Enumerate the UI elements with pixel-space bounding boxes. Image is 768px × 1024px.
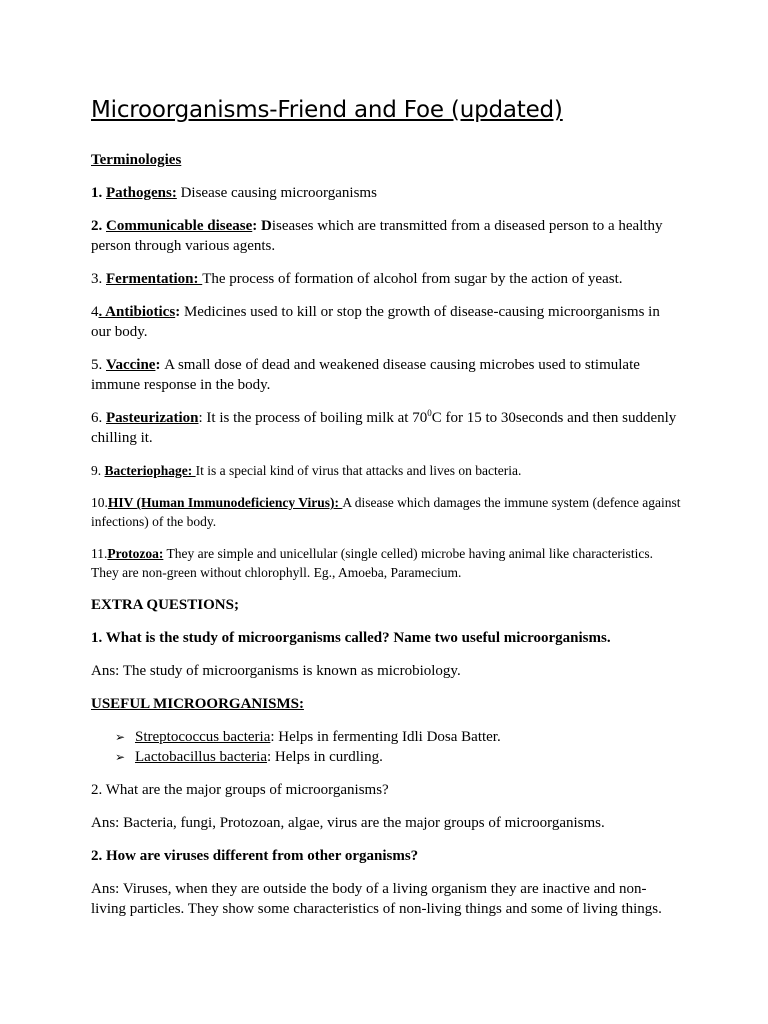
term-name: HIV (Human Immunodeficiency Virus): xyxy=(107,495,343,510)
microorganism-name: Streptococcus bacteria xyxy=(135,729,271,745)
term-number: 4 xyxy=(91,304,99,320)
term-protozoa xyxy=(91,544,681,582)
question-1: 1. What is the study of microorganisms called? Name two useful microorganisms. xyxy=(91,630,611,646)
term-number: 9. xyxy=(91,463,105,478)
useful-microorganisms-heading: USEFUL MICROORGANISMS: xyxy=(91,696,304,712)
answer-2: Ans: Bacteria, fungi, Protozoan, algae, virus are the major groups of microorganisms. xyxy=(91,815,605,831)
term-number: 1. xyxy=(91,185,106,201)
term-name: Bacteriophage: xyxy=(104,463,196,478)
microorganism-description: : Helps in fermenting Idli Dosa Batter. xyxy=(270,729,501,745)
list-item xyxy=(115,727,681,747)
question-3: 2. How are viruses different from other organisms? xyxy=(91,848,419,864)
term-definition: They are simple and unicellular (single celled) microbe having animal like characteristics. They are non-green without chlorophyll. Eg., Amoeba, Paramecium. xyxy=(91,546,654,580)
answer-1: Ans: The study of microorganisms is known as microbiology. xyxy=(91,663,461,679)
term-definition: A disease which damages the immune system (defence against infections) of the body. xyxy=(91,495,681,529)
term-definition: A small dose of dead and weakened disease causing microbes used to stimulate immune response in the body. xyxy=(91,357,640,393)
term-bacteriophage xyxy=(91,461,681,480)
term-name: Vaccine xyxy=(106,357,156,373)
document-page xyxy=(91,92,681,932)
term-definition: It is the process of boiling milk at 70 xyxy=(206,410,428,426)
term-vaccine: 5. Vaccine: A small dose of dead and weakened disease causing microbes used to stimulate immune response in the body. xyxy=(91,357,640,393)
term-hiv xyxy=(91,493,681,531)
terminologies-heading: Terminologies xyxy=(91,152,182,168)
term-antibiotics: 4. Antibiotics: Medicines used to kill or stop the growth of disease-causing microorganisms in our body. xyxy=(91,304,660,340)
term-name: Fermentation: xyxy=(106,271,203,287)
extra-questions-heading: EXTRA QUESTIONS; xyxy=(91,597,239,613)
superscript: 0 xyxy=(427,408,432,418)
term-name: . Antibiotics xyxy=(98,304,176,320)
list-item xyxy=(115,747,681,767)
term-number: 6. xyxy=(91,410,106,426)
answer-3: Ans: Viruses, when they are outside the body of a living organism they are inactive and non-living particles. They show some characteristics of non-living things and some of living things. xyxy=(91,881,662,917)
microorganism-description: : Helps in curdling. xyxy=(267,749,383,765)
term-definition: Disease causing microorganisms xyxy=(180,185,377,201)
term-name: Communicable disease xyxy=(106,218,253,234)
microorganism-name: Lactobacillus bacteria xyxy=(135,749,268,765)
term-name: Pathogens: xyxy=(106,185,177,201)
arrow-bullet-icon: ➢ xyxy=(115,750,126,764)
useful-microorganisms-list xyxy=(91,727,681,767)
term-fermentation xyxy=(91,269,681,289)
term-definition: iseases which are transmitted from a diseased person to a healthy person through various agents. xyxy=(91,218,663,254)
term-pasteurization: 6. Pasteurization: It is the process of boiling milk at $70^0C$ for 15 to 30seconds and then suddenly chilling it. xyxy=(91,408,677,446)
term-number: 10. xyxy=(91,495,108,510)
term-pathogens xyxy=(91,183,681,203)
document-title: Microorganisms-Friend and Foe (updated) xyxy=(91,97,563,123)
term-name: Pasteurization xyxy=(106,410,199,426)
term-number: 3. xyxy=(91,271,106,287)
question-2: 2. What are the major groups of microorganisms? xyxy=(91,782,389,798)
term-number: 5. xyxy=(91,357,106,373)
term-number: 11. xyxy=(91,546,108,561)
term-definition: It is a special kind of virus that attacks and lives on bacteria. xyxy=(195,463,522,478)
term-communicable-disease: 2. Communicable disease: Diseases which are transmitted from a diseased person to a healthy person through various agents. xyxy=(91,218,663,254)
term-name: Protozoa: xyxy=(107,546,164,561)
term-definition: Medicines used to kill or stop the growth of disease-causing microorganisms in our body. xyxy=(91,304,660,340)
term-definition: The process of formation of alcohol from sugar by the action of yeast. xyxy=(202,271,623,287)
arrow-bullet-icon: ➢ xyxy=(115,730,126,744)
term-number: 2. xyxy=(91,218,106,234)
